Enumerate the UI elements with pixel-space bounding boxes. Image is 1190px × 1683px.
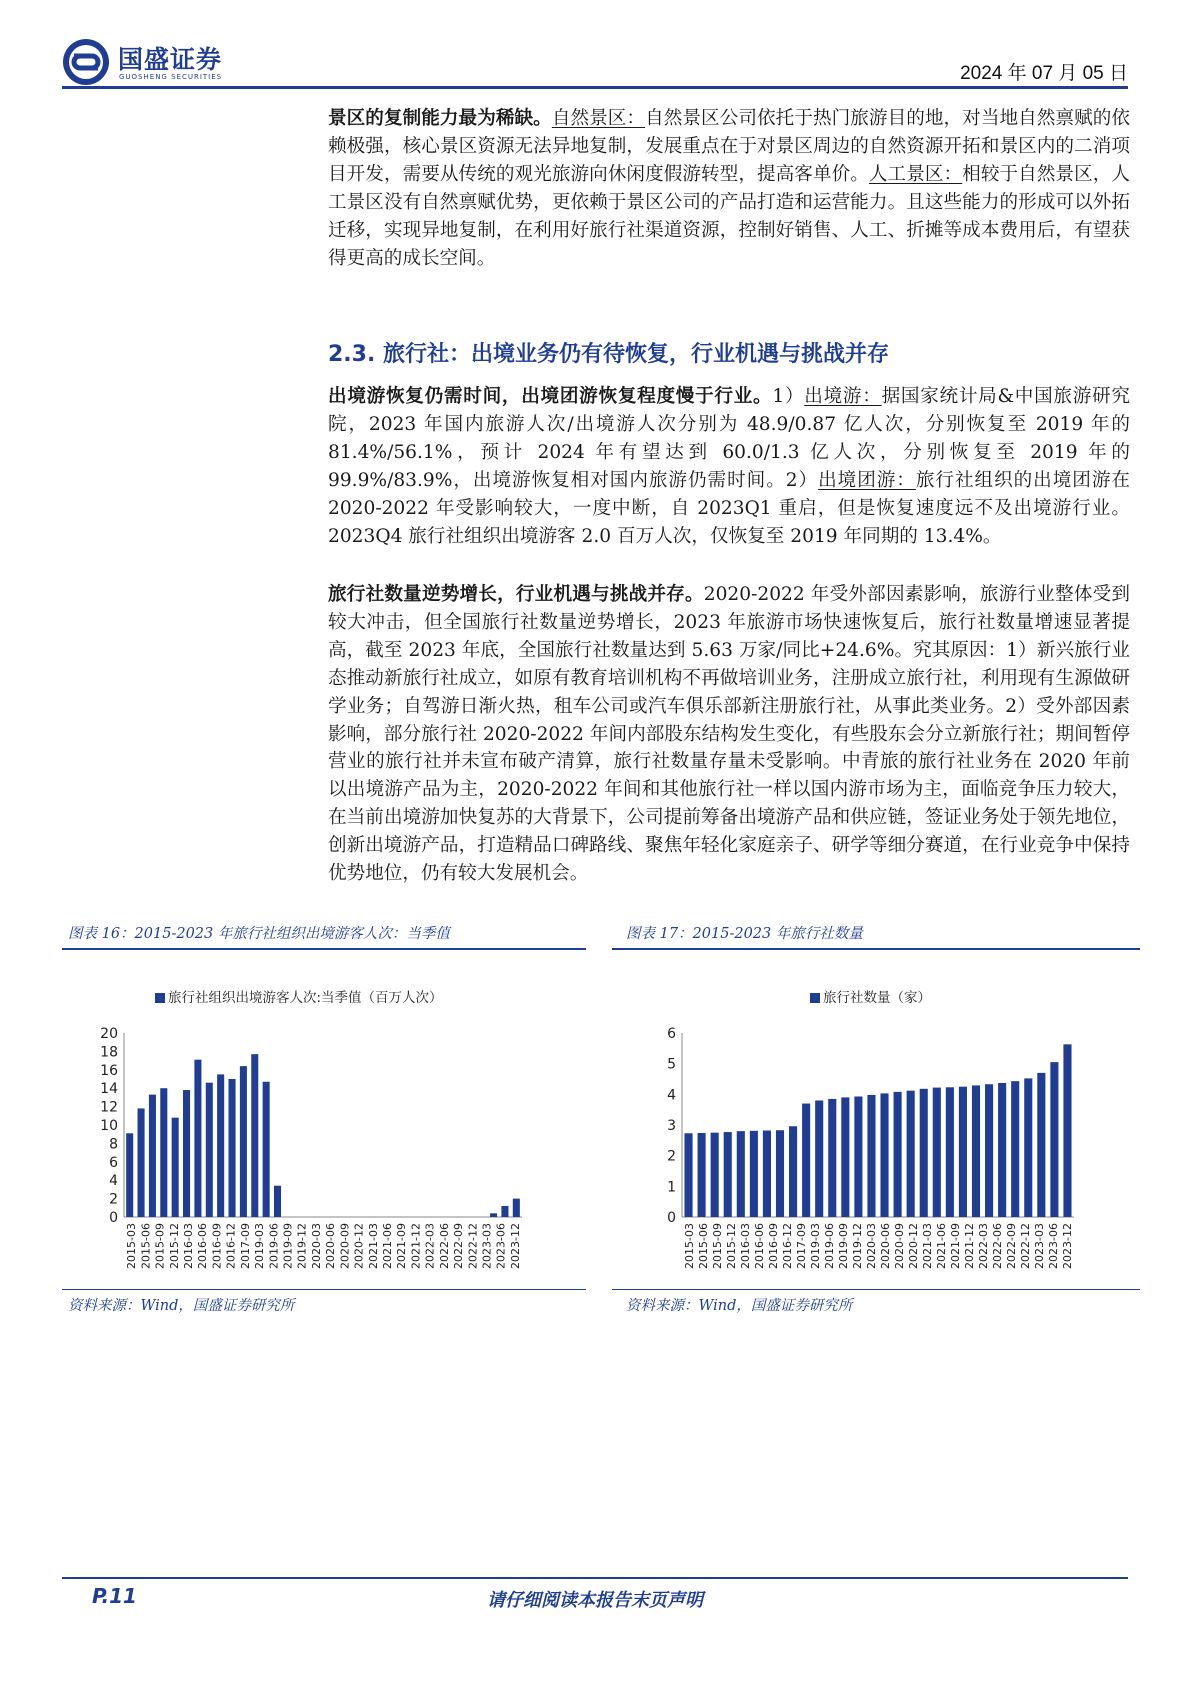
x-tick-label: 2021-09 (395, 1223, 409, 1269)
bar (1050, 1062, 1058, 1217)
bar (183, 1090, 190, 1217)
bar (998, 1083, 1006, 1217)
para1-t1: 1） (772, 386, 805, 407)
chart2-bars (684, 1044, 1071, 1217)
y-tick-label: 10 (100, 1118, 118, 1134)
x-tick-label: 2016-06 (753, 1223, 766, 1269)
x-tick-label: 2019-12 (851, 1223, 864, 1269)
y-tick-label: 20 (100, 1026, 118, 1042)
bar (490, 1213, 497, 1217)
chart1-bars (126, 1054, 520, 1217)
x-tick-label: 2022-06 (437, 1223, 451, 1269)
x-tick-label: 2022-03 (423, 1223, 437, 1269)
bar (217, 1074, 224, 1217)
x-tick-label: 2015-09 (711, 1223, 724, 1269)
intro-text-artificial: 相较于自然景区，人工景区没有自然禀赋优势，更依赖于景区公司的产品打造和运营能力。且这些能力的形成可以外拓迁移，实现异地复制，在利用好旅行社渠道资源，控制好销售、人工、折摊等成本费用后，有望获得更高的成长空间。 (328, 163, 1130, 269)
x-tick-label: 2021-09 (949, 1223, 962, 1269)
bar (789, 1126, 797, 1217)
section-number: 2.3. (328, 342, 376, 367)
y-tick-label: 8 (109, 1136, 118, 1153)
x-tick-label: 2016-12 (224, 1223, 238, 1269)
x-tick-label: 2019-09 (837, 1223, 850, 1269)
bar (513, 1199, 520, 1217)
bar (1011, 1081, 1019, 1217)
y-tick-label: 16 (100, 1062, 118, 1079)
y-tick-label: 0 (109, 1210, 118, 1226)
intro-label-artificial: 人工景区： (868, 163, 963, 185)
x-tick-label: 2023-03 (1033, 1223, 1046, 1269)
bar (160, 1088, 167, 1217)
y-tick-label: 6 (109, 1154, 118, 1171)
x-tick-label: 2015-06 (697, 1223, 710, 1269)
bar (229, 1079, 236, 1217)
section-title-text: 旅行社：出境业务仍有待恢复，行业机遇与挑战并存 (383, 342, 890, 367)
x-tick-label: 2019-06 (823, 1223, 836, 1269)
bar (194, 1060, 201, 1217)
x-tick-label: 2022-12 (1019, 1223, 1032, 1269)
figure16-source: 资料来源：Wind，国盛证券研究所 (68, 1298, 295, 1314)
bar (920, 1089, 928, 1217)
y-tick-label: 2 (109, 1191, 118, 1208)
bar (763, 1131, 771, 1217)
figure17-caption: 图表 17：2015-2023 年旅行社数量 (626, 926, 863, 942)
bar (274, 1186, 281, 1217)
x-tick-label: 2020-09 (338, 1223, 352, 1269)
figure16-caption: 图表 16：2015-2023 年旅行社组织出境游客人次：当季值 (68, 926, 450, 942)
x-tick-label: 2015-06 (139, 1223, 153, 1269)
para2-text: 2020-2022 年受外部因素影响，旅游行业整体受到较大冲击，但全国旅行社数量逆势增长，2023 年旅游市场快速恢复后，旅行社数量增速显著提高，截至 2023 年底，全国旅行社数量达到 5.63 万家/同比+24.6%。究其原因：1）新兴旅行业态推动新旅行社成立，如原有教育培训机构不再做培训业务，注册成立旅行社，利用现有生源做研学业务；自驾游日渐火热，租车公司或汽车俱乐部新注册旅行社，从事此类业务。2）受外部因素影响，部分旅行社 2020-2022 年间内部股东结构发生变化，有些股东会分立新旅行社；期间暂停营业的旅行社并未宣布破产清算，旅行社数量存量未受影响。中青旅的旅行社业务在 2020 年前以出境游产品为主，2020-2022 年间和其他旅行社一样以国内游市场为主，面临竞争压力较大，在当前出境游加快复苏的大背景下，公司提前筹备出境游产品和供应链，签证业务处于领先地位，创新出境游产品，打造精品口碑路线、聚焦年轻化家庭亲子、研学等细分赛道，在行业竞争中保持优势地位，仍有较大发展机会。 (328, 584, 1130, 885)
x-tick-label: 2020-06 (324, 1223, 338, 1269)
chart2-x-labels (683, 1223, 1074, 1269)
bar (684, 1133, 692, 1217)
bar (894, 1092, 902, 1217)
y-tick-label: 4 (667, 1087, 676, 1104)
x-tick-label: 2021-03 (921, 1223, 934, 1269)
bar (206, 1083, 213, 1217)
x-tick-label: 2020-12 (352, 1223, 366, 1269)
figure16-legend (155, 986, 443, 1006)
x-tick-label: 2023-12 (1061, 1223, 1074, 1269)
x-tick-label: 2019-03 (809, 1223, 822, 1269)
y-tick-label: 3 (667, 1118, 676, 1134)
chart-outbound-tourists (62, 1005, 586, 1275)
bar (1063, 1044, 1071, 1217)
x-tick-label: 2015-03 (125, 1223, 139, 1269)
bar (263, 1082, 270, 1217)
x-tick-label: 2016-03 (739, 1223, 752, 1269)
x-tick-label: 2022-06 (991, 1223, 1004, 1269)
x-tick-label: 2020-12 (907, 1223, 920, 1269)
x-tick-label: 2023-06 (494, 1223, 508, 1269)
bar (724, 1132, 732, 1217)
y-tick-label: 5 (667, 1056, 676, 1073)
y-tick-label: 1 (667, 1179, 676, 1196)
figure17-rule (612, 948, 1140, 950)
bar (126, 1133, 133, 1217)
y-tick-label: 14 (100, 1081, 118, 1098)
x-tick-label: 2019-06 (267, 1223, 281, 1269)
x-tick-label: 2020-06 (879, 1223, 892, 1269)
bar (776, 1130, 784, 1217)
bar (854, 1096, 862, 1217)
company-name-en: GUOSHENG SECURITIES (119, 73, 223, 81)
bar (711, 1133, 719, 1217)
paragraph-outbound (328, 383, 1130, 550)
x-tick-label: 2021-03 (366, 1223, 380, 1269)
x-tick-label: 2016-09 (210, 1223, 224, 1269)
bar (867, 1095, 875, 1217)
x-tick-label: 2020-03 (309, 1223, 323, 1269)
x-tick-label: 2021-06 (935, 1223, 948, 1269)
bar (880, 1093, 888, 1217)
para1-t3: 旅行社组织的出境团游在 2020-2022 年受影响较大，一度中断，自 2023Q1 重启，但是恢复速度远不及出境游行业。2023Q4 旅行社组织出境游客 2.0 百万人次，仅恢复至 2019 年同期的 13.4%。 (328, 469, 1130, 547)
chart1-x-labels (125, 1223, 522, 1269)
chart-agency-count (612, 1005, 1140, 1275)
company-name-cn: 国盛证券 (118, 45, 223, 74)
figure17-legend-text: 旅行社数量（家） (823, 990, 931, 1006)
bar (240, 1066, 247, 1217)
bar (959, 1087, 967, 1217)
x-tick-label: 2023-12 (508, 1223, 522, 1269)
bar (1037, 1073, 1045, 1217)
bar (815, 1100, 823, 1217)
company-logo (62, 38, 262, 88)
x-tick-label: 2022-12 (466, 1223, 480, 1269)
bar (737, 1131, 745, 1217)
x-tick-label: 2022-03 (977, 1223, 990, 1269)
x-tick-label: 2021-06 (380, 1223, 394, 1269)
y-tick-label: 2 (667, 1148, 676, 1165)
para2-bold: 旅行社数量逆势增长，行业机遇与挑战并存。 (328, 584, 704, 605)
figure17-source-rule (612, 1289, 1140, 1290)
x-tick-label: 2015-12 (167, 1223, 181, 1269)
paragraph-agencies (328, 581, 1130, 888)
para1-label-outbound: 出境游： (804, 386, 882, 407)
bar (698, 1133, 706, 1217)
x-tick-label: 2022-09 (452, 1223, 466, 1269)
para1-label-group: 出境团游： (818, 469, 916, 491)
x-tick-label: 2020-09 (893, 1223, 906, 1269)
x-tick-label: 2019-09 (281, 1223, 295, 1269)
x-tick-label: 2016-12 (781, 1223, 794, 1269)
bar (750, 1131, 758, 1217)
footer-disclaimer: 请仔细阅读本报告末页声明 (487, 1590, 703, 1611)
x-tick-label: 2016-03 (181, 1223, 195, 1269)
x-tick-label: 2017-09 (795, 1223, 808, 1269)
y-tick-label: 6 (667, 1026, 676, 1042)
bar (972, 1085, 980, 1217)
intro-label-natural: 自然景区： (551, 108, 646, 129)
report-date: 2024 年 07 月 05 日 (960, 63, 1128, 84)
section-title (328, 337, 889, 368)
intro-bold: 景区的复制能力最为稀缺。 (328, 108, 552, 129)
figure16-source-rule (62, 1289, 586, 1290)
y-tick-label: 18 (100, 1044, 118, 1061)
figure16-rule (62, 948, 586, 950)
intro-paragraph (328, 105, 1130, 272)
x-tick-label: 2021-12 (963, 1223, 976, 1269)
figure17-source: 资料来源：Wind，国盛证券研究所 (626, 1298, 853, 1314)
x-tick-label: 2017-09 (238, 1223, 252, 1269)
logo-mark-icon (62, 38, 110, 86)
bar (946, 1087, 954, 1217)
bar (1024, 1078, 1032, 1217)
bar (802, 1104, 810, 1217)
bar (841, 1097, 849, 1217)
y-tick-label: 4 (109, 1173, 118, 1190)
bar (172, 1118, 179, 1217)
x-tick-label: 2019-12 (295, 1223, 309, 1269)
intro-text-natural: 自然景区公司依托于热门旅游目的地，对当地自然禀赋的依赖极强，核心景区资源无法异地复制，发展重点在于对景区周边的自然资源开拓和景区内的二消项目开发，需要从传统的观光旅游向休闲度假游转型，提高客单价。 (328, 108, 1130, 185)
x-tick-label: 2015-09 (153, 1223, 167, 1269)
bar (985, 1084, 993, 1217)
x-tick-label: 2019-03 (253, 1223, 267, 1269)
bar (251, 1054, 258, 1217)
y-tick-label: 12 (100, 1099, 118, 1116)
figure17-legend (810, 986, 931, 1006)
x-tick-label: 2023-03 (480, 1223, 494, 1269)
para1-bold: 出境游恢复仍需时间，出境团游恢复程度慢于行业。 (328, 386, 773, 407)
bar (828, 1099, 836, 1217)
x-tick-label: 2015-03 (683, 1223, 696, 1269)
figure16-legend-text: 旅行社组织出境游客人次:当季值（百万人次） (168, 990, 443, 1006)
bar (933, 1088, 941, 1217)
bar (501, 1206, 508, 1217)
bar (149, 1095, 156, 1217)
page-number: P.11 (92, 1584, 137, 1608)
x-tick-label: 2016-06 (196, 1223, 210, 1269)
x-tick-label: 2015-12 (725, 1223, 738, 1269)
para1-t2: 据国家统计局&中国旅游研究院，2023 年国内旅游人次/出境游人次分别为 48.9/0.87 亿人次，分别恢复至 2019 年的 81.4%/56.1%，预计 2024 年有望达到 60.0/1.3 亿人次，分别恢复至 2019 年的 99.9%/83.9%，出境游恢复相对国内旅游仍需时间。2） (328, 386, 1130, 491)
bar (907, 1091, 915, 1217)
x-tick-label: 2023-06 (1047, 1223, 1060, 1269)
legend-swatch-icon (810, 993, 820, 1003)
x-tick-label: 2022-09 (1005, 1223, 1018, 1269)
x-tick-label: 2020-03 (865, 1223, 878, 1269)
x-tick-label: 2016-09 (767, 1223, 780, 1269)
footer-rule (62, 1577, 1128, 1579)
bar (138, 1108, 145, 1217)
header-rule (62, 86, 1128, 89)
y-tick-label: 0 (667, 1210, 676, 1226)
legend-swatch-icon (155, 993, 165, 1003)
x-tick-label: 2021-12 (409, 1223, 423, 1269)
